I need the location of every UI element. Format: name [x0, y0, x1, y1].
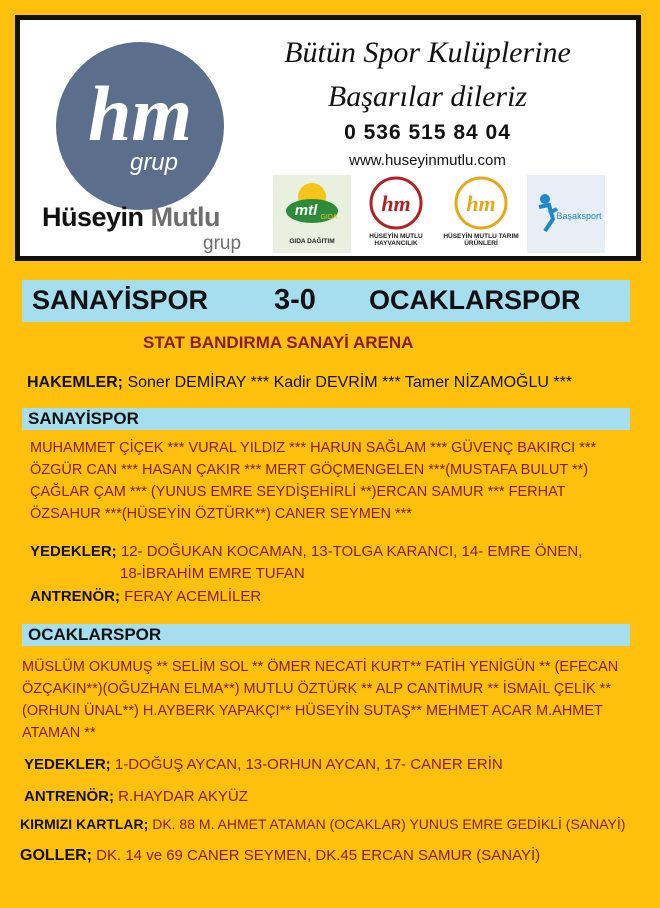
brand-name: Hüseyin Mutlu: [42, 202, 221, 232]
away-section-title: OCAKLARSPOR: [28, 625, 162, 644]
home-coach-name: FERAY ACEMLİLER: [124, 588, 262, 605]
lineup-line: ATAMAN **: [22, 725, 96, 741]
lineup-line: MÜSLÜM OKUMUŞ ** SELİM SOL ** ÖMER NECATİ KURT** FATİH YENİGÜN ** (EFECAN: [22, 659, 619, 675]
referees-label: HAKEMLER;: [27, 374, 123, 391]
goals-row: [20, 847, 540, 865]
brand-sub: grup: [203, 233, 242, 254]
home-coach-label: ANTRENÖR;: [30, 588, 120, 605]
home-subs-line1: 12- DOĞUKAN KOCAMAN, 13-TOLGA KARANCI, 14- EMRE ÖNEN,: [120, 543, 583, 560]
away-section-bar: [22, 624, 630, 646]
tarim-caption: HÜSEYİN MUTLU TARIM ÜRÜNLERİ: [443, 233, 519, 247]
referees-row: [27, 374, 572, 392]
stadium-name: STAT BANDIRMA SANAYİ ARENA: [143, 333, 414, 352]
home-coach-row: [30, 588, 261, 605]
gida-logo: [273, 175, 351, 253]
lineup-line: MUHAMMET ÇİÇEK *** VURAL YILDIZ *** HARUN SAĞLAM *** GÜVENÇ BAKIRCI ***: [30, 440, 597, 456]
slogan-line2: Başarılar dileriz: [327, 80, 528, 113]
home-subs-label: YEDEKLER;: [30, 543, 117, 560]
away-team-name: OCAKLARSPOR: [369, 285, 581, 315]
goals-label: GOLLER;: [20, 847, 92, 864]
red-cards-text: DK. 88 M. AHMET ATAMAN (OCAKLAR) YUNUS EMRE GEDİKLİ (SANAYİ): [152, 816, 626, 832]
basaksport-logo: [527, 175, 605, 253]
red-cards-label: KIRMIZI KARTLAR;: [20, 816, 149, 832]
lineup-line: ÖZGÜR CAN *** HASAN ÇAKIR *** MERT GÖÇMENGELEN ***(MUSTAFA BULUT **): [30, 462, 589, 478]
home-section-bar: [22, 408, 630, 430]
match-score: 3-0: [274, 284, 316, 316]
red-cards-row: [20, 816, 625, 832]
away-subs-row: [24, 756, 503, 773]
svg-text:hm: hm: [87, 70, 193, 157]
hayvancilik-logo: [357, 175, 435, 253]
svg-text:mtl: mtl: [294, 202, 318, 219]
website-link[interactable]: www.huseyinmutlu.com: [349, 152, 506, 169]
logo-grup-text: grup: [129, 149, 179, 176]
away-coach-name: R.HAYDAR AKYÜZ: [118, 788, 248, 805]
lineup-line: ÖZSAHUR ***(HÜSEYİN ÖZTÜRK**) CANER SEYMEN ***: [30, 506, 412, 522]
home-team-name: SANAYİSPOR: [32, 285, 209, 315]
away-lineup: [22, 656, 642, 744]
away-subs-text: 1-DOĞUŞ AYCAN, 13-ORHUN AYCAN, 17- CANER ERİN: [114, 756, 503, 773]
home-section-title: SANAYİSPOR: [28, 409, 139, 428]
hm-logo: [56, 42, 224, 210]
referees-text: Soner DEMİRAY *** Kadir DEVRİM *** Tamer NİZAMOĞLU ***: [127, 374, 573, 391]
match-title-bar: [22, 280, 630, 322]
svg-text:Başaksport: Başaksport: [556, 211, 602, 221]
hayvancilik-caption: HÜSEYİN MUTLU HAYVANCILIK: [369, 233, 423, 247]
home-subs-row: [30, 543, 582, 560]
away-coach-label: ANTRENÖR;: [24, 788, 114, 805]
svg-text:hm: hm: [466, 191, 496, 216]
slogan-line1: Bütün Spor Kulüplerine: [284, 36, 571, 69]
lineup-line: (ORHUN ÜNAL**) H.AYBERK YAPAKÇI** HÜSEYİN SUTAŞ** MEHMET ACAR M.AHMET: [22, 703, 603, 719]
away-subs-label: YEDEKLER;: [24, 756, 111, 773]
tarim-logo: [442, 175, 520, 253]
home-subs-line2: 18-İBRAHİM EMRE TUFAN: [120, 565, 305, 582]
gida-caption: GIDA DAĞITIM: [289, 238, 335, 245]
goals-text: DK. 14 ve 69 CANER SEYMEN, DK.45 ERCAN SAMUR (SANAYİ): [96, 847, 541, 864]
svg-text:hm: hm: [381, 191, 411, 216]
lineup-line: ÖZÇAKIN**)(OĞUZHAN ELMA**) MUTLU ÖZTÜRK ** ALP CANTİMUR ** İSMAİL ÇELİK **: [22, 681, 611, 697]
sponsor-banner: [15, 15, 641, 261]
svg-text:GIDA: GIDA: [320, 214, 338, 221]
home-lineup: [30, 437, 650, 525]
away-coach-row: [24, 788, 248, 805]
lineup-line: ÇAĞLAR ÇAM *** (YUNUS EMRE SEYDİŞEHİRLİ **)ERCAN SAMUR *** FERHAT: [30, 484, 566, 500]
phone-number: 0 536 515 84 04: [344, 121, 511, 144]
